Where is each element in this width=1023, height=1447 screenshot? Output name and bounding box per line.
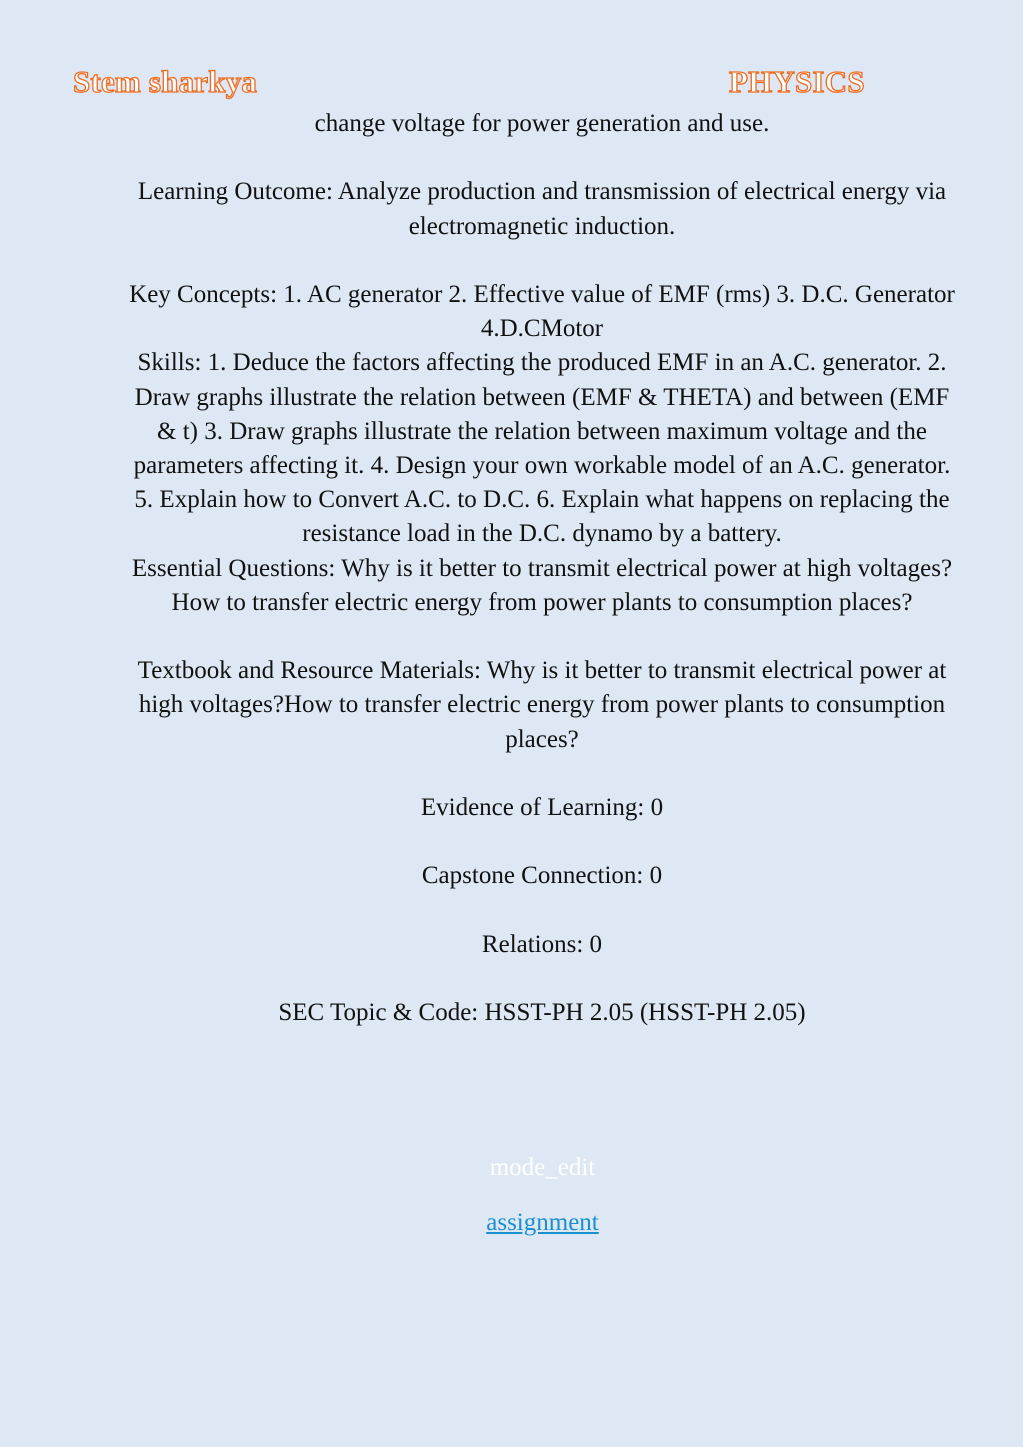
- lesson-content: [128, 107, 956, 1030]
- essential-questions: Essential Questions: Why is it better to transmit electrical power at high voltages?How to transfer electric energy from power plants to consumption places?: [131, 554, 953, 616]
- assignment-link-wrapper: [0, 1206, 1023, 1240]
- brand-title: Stem sharkya: [73, 64, 258, 99]
- assignment-link[interactable]: assignment: [486, 1209, 599, 1236]
- learning-outcome: Learning Outcome: Analyze production and transmission of electrical energy via electromagnetic induction.: [137, 178, 947, 240]
- evidence-of-learning: Evidence of Learning: 0: [420, 794, 664, 821]
- subject-title: PHYSICS: [729, 64, 865, 99]
- skills: Skills: 1. Deduce the factors affecting the produced EMF in an A.C. generator. 2. Draw graphs illustrate the relation between (EMF & THETA) and between (EMF & t) 3. Draw graphs illustrate the relation between maximum voltage and the parameters affecting it. 4. Design your own workable model of an A.C. generator. 5. Explain how to Convert A.C. to D.C. 6. Explain what happens on replacing the resistance load in the D.C. dynamo by a battery.: [133, 349, 951, 548]
- sec-topic-code: SEC Topic & Code: HSST-PH 2.05 (HSST-PH 2.05): [278, 999, 806, 1027]
- edit-icon[interactable]: mode_edit: [489, 1154, 596, 1181]
- capstone-connection: Capstone Connection: 0: [421, 862, 663, 890]
- key-concepts: Key Concepts: 1. AC generator 2. Effective value of EMF (rms) 3. D.C. Generator 4.D.CMotor: [129, 280, 955, 343]
- relations: Relations: 0: [481, 930, 603, 958]
- intro-text: change voltage for power generation and use.: [314, 110, 770, 137]
- textbook-materials: Textbook and Resource Materials: Why is it better to transmit electrical power at high voltages?How to transfer electric energy from power plants to consumption places?: [137, 657, 947, 753]
